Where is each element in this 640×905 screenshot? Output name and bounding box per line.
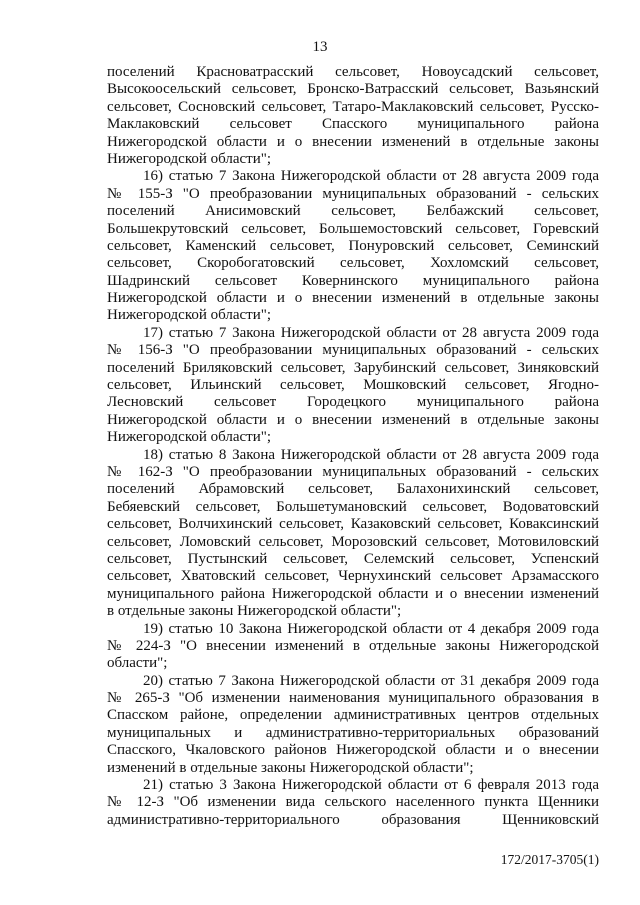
text-line: Нижегородской области"; [107, 429, 272, 446]
text-line: Нижегородской области"; [107, 307, 272, 324]
document-body [107, 64, 599, 829]
text-line: Нижегородской области"; [107, 150, 272, 167]
text-line: Спасском районе, определении административных центров отдельных [107, 707, 599, 724]
text-line: № 224-З "О внесении изменений в отдельные законы Нижегородской [107, 637, 599, 654]
text-line: Бебяевский сельсовет, Большетумановский сельсовет, Водоватовский [107, 498, 599, 515]
text-line: 21) статью 3 Закона Нижегородской области от 6 февраля 2013 года [143, 777, 599, 794]
text-line: Нижегородской области и о внесении изменений в отдельные законы [107, 290, 599, 307]
text-line: Большекрутовский сельсовет, Большемостовский сельсовет, Горевский [107, 220, 599, 237]
text-line: 16) статью 7 Закона Нижегородской области от 28 августа 2009 года [143, 168, 599, 185]
text-line: сельсовет, Скоробогатовский сельсовет, Хохломский сельсовет, [107, 255, 599, 272]
text-line: 17) статью 7 Закона Нижегородской области от 28 августа 2009 года [143, 324, 599, 341]
text-line: сельсовет, Волчихинский сельсовет, Казаковский сельсовет, Коваксинский [107, 516, 599, 533]
text-line: № 12-З "Об изменении вида сельского населенного пункта Щенники [107, 794, 599, 811]
text-line: поселений Анисимовский сельсовет, Белбажский сельсовет, [107, 203, 599, 220]
text-line: Нижегородской области и о внесении изменений в отдельные законы [107, 411, 599, 428]
text-line: 19) статью 10 Закона Нижегородской области от 4 декабря 2009 года [143, 620, 599, 637]
text-line: 18) статью 8 Закона Нижегородской области от 28 августа 2009 года [143, 446, 599, 463]
text-line: административно-территориального образования Щенниковский [107, 811, 599, 828]
document-code: 172/2017-3705(1) [500, 852, 599, 867]
text-line: Шадринский сельсовет Ковернинского муниципального района [107, 272, 599, 289]
text-line: 20) статью 7 Закона Нижегородской области от 31 декабря 2009 года [143, 672, 599, 689]
text-line: сельсовет, Сосновский сельсовет, Татаро-Маклаковский сельсовет, Русско- [107, 98, 599, 115]
text-line: сельсовет, Хватовский сельсовет, Чернухинский сельсовет Арзамасского [107, 568, 599, 585]
text-line: в отдельные законы Нижегородской области"; [107, 603, 402, 620]
text-line: области"; [107, 655, 168, 672]
text-line: № 265-З "Об изменении наименования муниципального образования в [107, 690, 599, 707]
text-line: изменений в отдельные законы Нижегородской области"; [107, 759, 474, 776]
text-line: муниципальных и административно-территориальных образований [107, 724, 599, 741]
text-line: поселений Красноватрасский сельсовет, Новоусадский сельсовет, [107, 64, 599, 80]
text-line: сельсовет, Ломовский сельсовет, Морозовский сельсовет, Мотовиловский [107, 533, 599, 550]
text-line: муниципального района Нижегородской области и о внесении изменений [107, 585, 599, 602]
text-line: сельсовет, Ильинский сельсовет, Мошковский сельсовет, Ягодно- [107, 377, 599, 394]
text-line: Нижегородской области и о внесении изменений в отдельные законы [107, 133, 599, 150]
text-line: поселений Бриляковский сельсовет, Зарубинский сельсовет, Зиняковский [107, 359, 599, 376]
text-line: № 162-З "О преобразовании муниципальных образований - сельских [107, 463, 599, 480]
text-line: сельсовет, Пустынский сельсовет, Селемский сельсовет, Успенский [107, 550, 599, 567]
text-line: Спасского, Чкаловского районов Нижегородской области и о внесении [107, 742, 599, 759]
text-line: поселений Абрамовский сельсовет, Балахонихинский сельсовет, [107, 481, 599, 498]
page-number: 13 [312, 39, 328, 55]
text-line: № 156-З "О преобразовании муниципальных образований - сельских [107, 342, 599, 359]
text-line: сельсовет, Каменский сельсовет, Понуровский сельсовет, Семинский [107, 237, 599, 254]
text-line: Маклаковский сельсовет Спасского муниципального района [107, 116, 599, 133]
text-line: Высокоосельский сельсовет, Бронско-Ватрасский сельсовет, Вазьянский [107, 81, 599, 98]
text-line: № 155-З "О преобразовании муниципальных образований - сельских [107, 185, 599, 202]
text-line: Лесновский сельсовет Городецкого муниципального района [107, 394, 599, 411]
